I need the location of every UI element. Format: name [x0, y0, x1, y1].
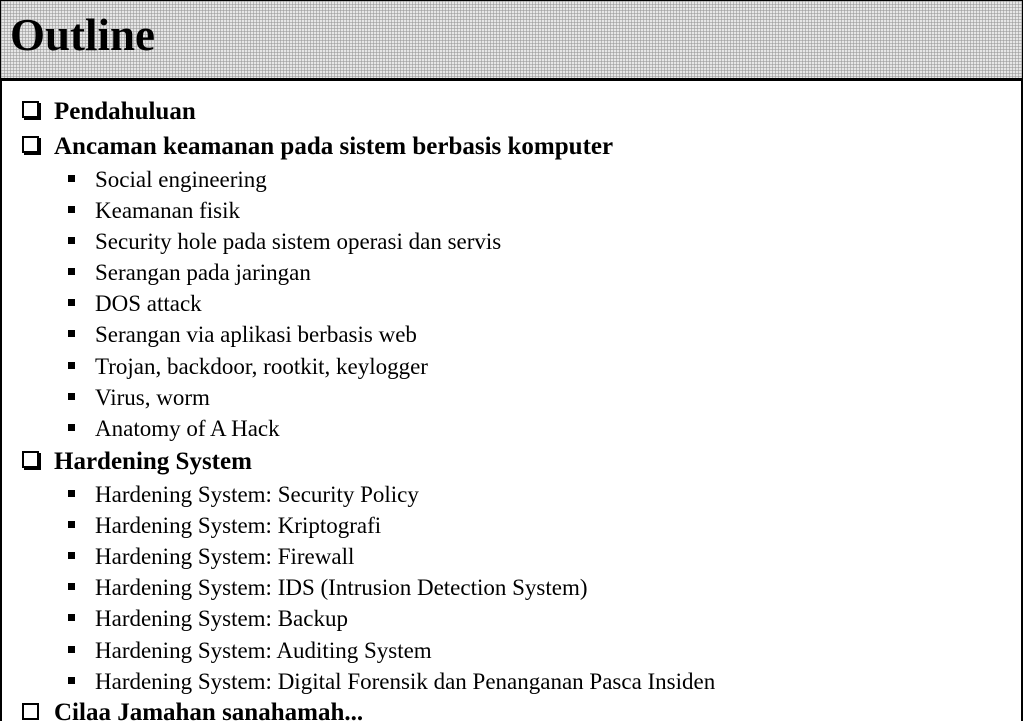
- section-label: Hardening System: [54, 448, 252, 475]
- outline-section-pendahuluan: [22, 99, 196, 124]
- square-bullet-icon: [68, 393, 75, 400]
- outline-item: [68, 261, 311, 284]
- checkbox-bullet-icon: [22, 703, 39, 720]
- item-label: Hardening System: Firewall: [95, 544, 355, 569]
- outline-item: [68, 230, 501, 253]
- item-label: Trojan, backdoor, rootkit, keylogger: [95, 354, 428, 379]
- outline-section-hardening: [22, 449, 252, 474]
- square-bullet-icon: [68, 521, 75, 528]
- item-label: Serangan via aplikasi berbasis web: [95, 322, 417, 347]
- outline-item: [68, 355, 428, 378]
- item-label: Hardening System: Kriptografi: [95, 513, 382, 538]
- item-label: Hardening System: Backup: [95, 606, 348, 631]
- outline-item: [68, 607, 348, 630]
- section-label: Cilaa Jamahan sanahamah...: [54, 699, 364, 726]
- outline-item: [68, 386, 210, 409]
- square-bullet-icon: [68, 237, 75, 244]
- checkbox-bullet-icon: [22, 451, 39, 468]
- outline-item: [68, 292, 202, 315]
- square-bullet-icon: [68, 206, 75, 213]
- square-bullet-icon: [68, 424, 75, 431]
- square-bullet-icon: [68, 362, 75, 369]
- item-label: Social engineering: [95, 167, 267, 192]
- item-label: Hardening System: Digital Forensik dan Penanganan Pasca Insiden: [95, 669, 716, 694]
- title-bar: [0, 0, 1023, 81]
- square-bullet-icon: [68, 299, 75, 306]
- item-label: Virus, worm: [95, 385, 210, 410]
- square-bullet-icon: [68, 268, 75, 275]
- checkbox-bullet-icon: [22, 136, 39, 153]
- section-label: Pendahuluan: [54, 98, 196, 125]
- square-bullet-icon: [68, 175, 75, 182]
- square-bullet-icon: [68, 490, 75, 497]
- slide-title: Outline: [10, 10, 156, 60]
- square-bullet-icon: [68, 677, 75, 684]
- square-bullet-icon: [68, 552, 75, 559]
- outline-item: [68, 670, 715, 693]
- item-label: Hardening System: IDS (Intrusion Detection System): [95, 575, 588, 600]
- item-label: Hardening System: Auditing System: [95, 638, 432, 663]
- section-label: Ancaman keamanan pada sistem berbasis komputer: [54, 133, 614, 160]
- item-label: Keamanan fisik: [95, 198, 240, 223]
- outline-item: [68, 323, 417, 346]
- square-bullet-icon: [68, 583, 75, 590]
- outline-item: [68, 168, 267, 191]
- item-label: Security hole pada sistem operasi dan servis: [95, 229, 502, 254]
- cut-off-section: [22, 700, 363, 725]
- outline-item: [68, 639, 432, 662]
- outline-section-ancaman: [22, 134, 613, 159]
- item-label: Serangan pada jaringan: [95, 260, 311, 285]
- outline-item: [68, 545, 354, 568]
- item-label: Hardening System: Security Policy: [95, 482, 419, 507]
- outline-item: [68, 483, 419, 506]
- square-bullet-icon: [68, 330, 75, 337]
- square-bullet-icon: [68, 614, 75, 621]
- item-label: DOS attack: [95, 291, 202, 316]
- outline-item: [68, 576, 588, 599]
- item-label: Anatomy of A Hack: [95, 416, 280, 441]
- outline-item: [68, 514, 381, 537]
- outline-item: [68, 417, 280, 440]
- outline-item: [68, 199, 240, 222]
- square-bullet-icon: [68, 646, 75, 653]
- checkbox-bullet-icon: [22, 101, 39, 118]
